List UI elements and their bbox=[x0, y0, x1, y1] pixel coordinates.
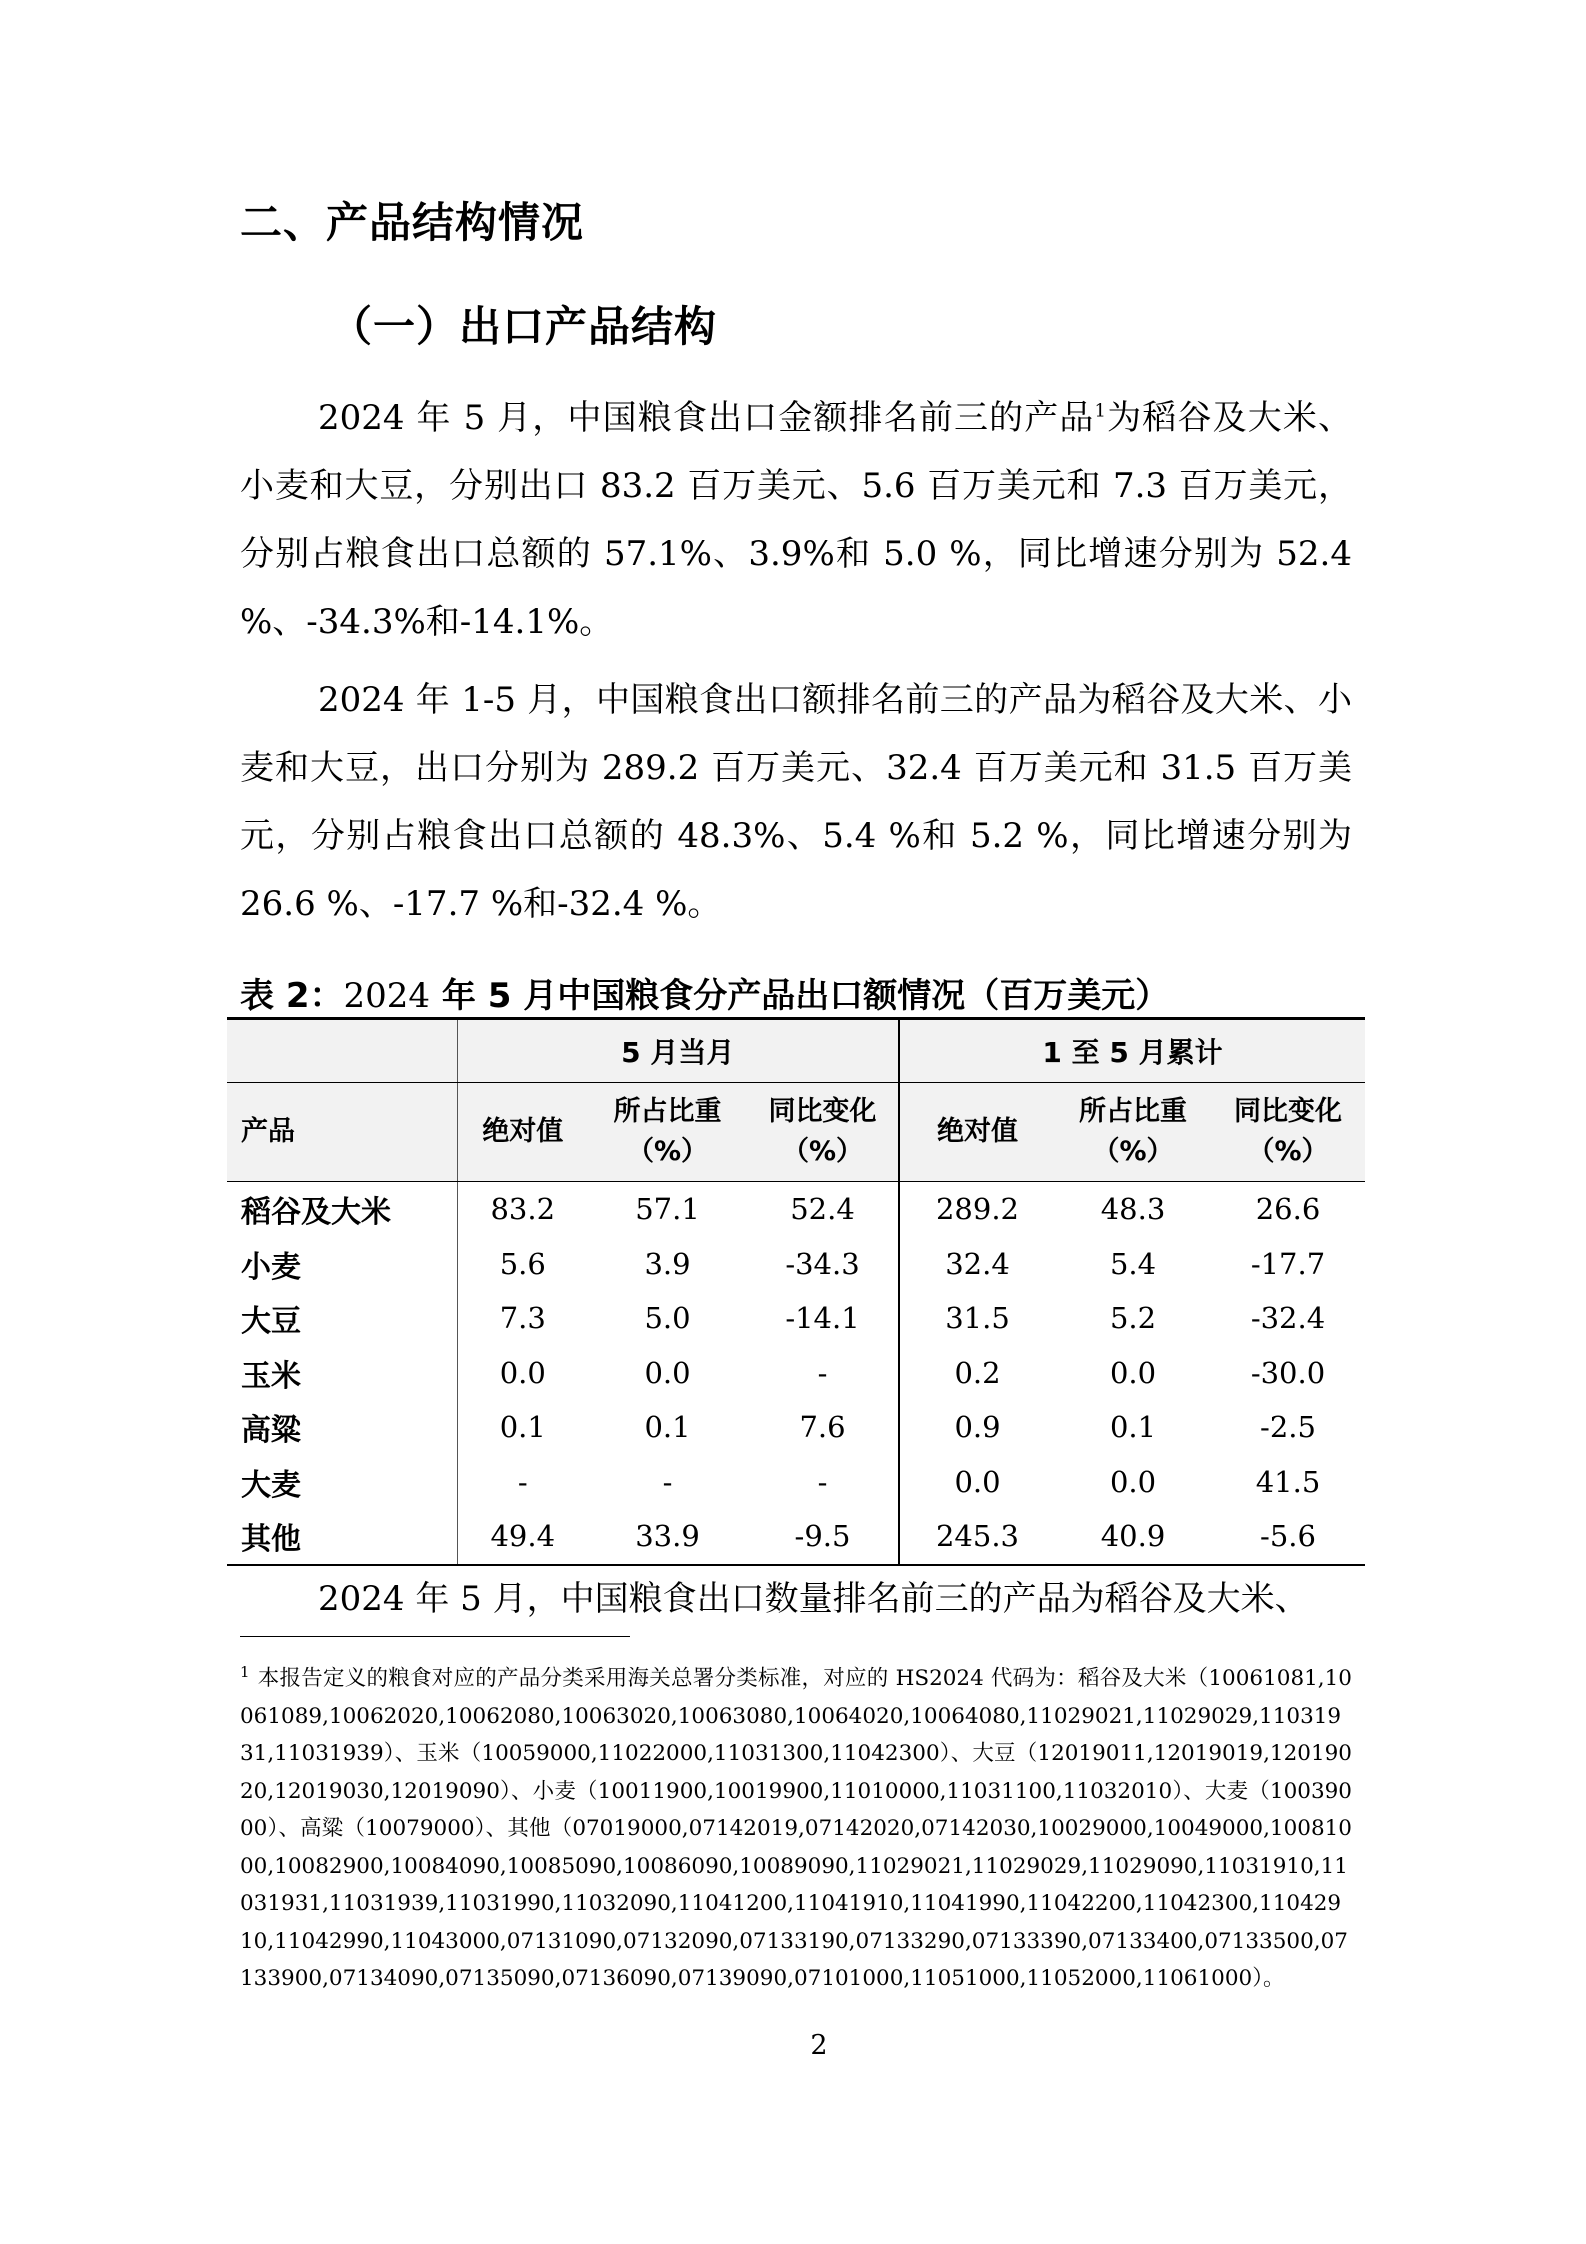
cell-may-abs: 0.0 bbox=[457, 1346, 588, 1401]
table-row bbox=[227, 1182, 1365, 1237]
cell-may-yoy: 52.4 bbox=[790, 1192, 855, 1227]
table-row bbox=[227, 1400, 1365, 1455]
subsection-title: （一）出口产品结构 bbox=[330, 302, 718, 351]
cell-cum-share: 0.1 bbox=[1109, 1410, 1157, 1445]
footnote-mark: 1 bbox=[240, 1662, 250, 1681]
cell-may-abs: 49.4 bbox=[457, 1509, 588, 1565]
column-header-may-share bbox=[588, 1083, 747, 1182]
column-header-may-yoy-unit: （%） bbox=[781, 1136, 864, 1167]
table-caption-year: 2024 bbox=[343, 976, 431, 1016]
cell-cum-abs: 245.3 bbox=[899, 1509, 1055, 1565]
column-header-may-yoy bbox=[747, 1083, 899, 1182]
table-row bbox=[227, 1237, 1365, 1292]
cell-may-yoy: -34.3 bbox=[785, 1246, 860, 1281]
table-caption-text: 年 5 月中国粮食分产品出口额情况（百万美元） bbox=[430, 976, 1170, 1016]
cell-may-yoy: 7.6 bbox=[799, 1410, 846, 1445]
row-product-name: 高粱 bbox=[241, 1413, 301, 1449]
column-header-cum-yoy-label: 同比变化 bbox=[1234, 1096, 1342, 1127]
row-product-name: 稻谷及大米 bbox=[241, 1195, 391, 1231]
cell-may-abs: 5.6 bbox=[457, 1237, 588, 1292]
column-header-product: 产品 bbox=[227, 1083, 457, 1182]
cell-may-share: 0.0 bbox=[644, 1355, 691, 1390]
table-row bbox=[227, 1291, 1365, 1346]
row-product-name: 小麦 bbox=[241, 1249, 301, 1285]
cell-cum-yoy: -17.7 bbox=[1250, 1246, 1326, 1281]
table-row bbox=[227, 1346, 1365, 1401]
cell-cum-abs: 31.5 bbox=[899, 1291, 1055, 1346]
footnote-reference: 1 bbox=[1094, 400, 1106, 422]
cell-cum-share: 5.4 bbox=[1109, 1246, 1157, 1281]
cell-may-yoy: - bbox=[817, 1355, 828, 1390]
table-caption-prefix: 表 2： bbox=[240, 976, 344, 1016]
cell-may-share: 57.1 bbox=[635, 1192, 700, 1227]
paragraph1-part-b: 为稻谷及大米、小麦和大豆，分别出口 83.2 百万美元、5.6 百万美元和 7.3 百万美元，分别占粮食出口总额的 57.1%、3.9%和 5.0 %，同比增速分别为 52.4 %、-34.3%和-14.1%。 bbox=[240, 398, 1352, 642]
paragraph-export-volume-may: 2024 年 5 月，中国粮食出口数量排名前三的产品为稻谷及大米、 bbox=[318, 1579, 1309, 1619]
row-product-name: 玉米 bbox=[241, 1358, 301, 1394]
paragraph-export-value-jan-may: 2024 年 1-5 月，中国粮食出口额排名前三的产品为稻谷及大米、小麦和大豆，出口分别为 289.2 百万美元、32.4 百万美元和 31.5 百万美元，分别占粮食出口总额的 48.3%、5.4 %和 5.2 %，同比增速分别为 26.6 %、-17.7 %和-32.4 %。 bbox=[240, 680, 1352, 924]
cell-may-yoy: -14.1 bbox=[785, 1301, 860, 1336]
column-header-cum-abs: 绝对值 bbox=[899, 1083, 1055, 1182]
footnote-divider bbox=[240, 1636, 630, 1637]
column-header-cum-yoy bbox=[1211, 1083, 1365, 1182]
cell-cum-yoy: -32.4 bbox=[1250, 1301, 1326, 1336]
column-header-may-abs: 绝对值 bbox=[457, 1083, 588, 1182]
table-caption bbox=[240, 968, 1169, 1017]
column-header-may-share-label: 所占比重 bbox=[613, 1096, 722, 1127]
cell-cum-yoy: -5.6 bbox=[1211, 1509, 1365, 1565]
cell-cum-yoy: -2.5 bbox=[1260, 1410, 1316, 1445]
column-header-may-yoy-label: 同比变化 bbox=[768, 1096, 877, 1127]
paragraph-export-value-may bbox=[240, 384, 1352, 656]
cell-may-yoy: -9.5 bbox=[747, 1509, 899, 1565]
cell-cum-abs: 0.0 bbox=[899, 1455, 1055, 1510]
table-column-header-row bbox=[227, 1083, 1365, 1182]
cell-may-abs: 0.1 bbox=[457, 1400, 588, 1455]
page-number: 2 bbox=[810, 2030, 828, 2061]
column-header-cum-share-label: 所占比重 bbox=[1079, 1096, 1187, 1127]
cell-cum-share: 48.3 bbox=[1100, 1192, 1166, 1227]
cell-may-abs: 7.3 bbox=[457, 1291, 588, 1346]
cell-may-share: - bbox=[662, 1464, 673, 1499]
cell-cum-share: 0.0 bbox=[1109, 1464, 1157, 1499]
cell-may-share: 33.9 bbox=[588, 1509, 747, 1565]
cell-may-share: 0.1 bbox=[644, 1410, 691, 1445]
cell-cum-share: 5.2 bbox=[1109, 1301, 1157, 1336]
paragraph1-part-a: 2024 年 5 月，中国粮食出口金额排名前三的产品 bbox=[318, 398, 1095, 438]
table-row bbox=[227, 1509, 1365, 1565]
column-header-cum-share-unit: （%） bbox=[1092, 1136, 1174, 1167]
cell-cum-abs: 0.2 bbox=[899, 1346, 1055, 1401]
group-header-jan-may: 1 至 5 月累计 bbox=[899, 1019, 1365, 1083]
column-header-cum-share bbox=[1055, 1083, 1211, 1182]
cell-cum-yoy: 26.6 bbox=[1255, 1192, 1321, 1227]
cell-cum-share: 40.9 bbox=[1055, 1509, 1211, 1565]
cell-may-share: 3.9 bbox=[644, 1246, 691, 1281]
cell-may-abs: 83.2 bbox=[457, 1182, 588, 1237]
footnote-text: 本报告定义的粮食对应的产品分类采用海关总署分类标准，对应的 HS2024 代码为：稻谷及大米（10061081,10061089,10062020,10062080,10063020,10063080,10064020,10064080,11029021,11029029,11031931,11031939）、玉米（10059000,11022000,11031300,11042300）、大豆（12019011,12019019,12019020,12019030,12019090）、小麦（10011900,10019900,11010000,11031100,11032010）、大麦（10039000）、高粱（10079000）、其他（07019000,07142019,07142020,07142030,10029000,10049000,10081000,10082900,10084090,10085090,10086090,10089090,11029021,11029029,11029090,11031910,11031931,11031939,11031990,11032090,11041200,11041910,11041990,11042200,11042300,11042910,11042990,11043000,07131090,07132090,07133190,07133290,07133390,07133400,07133500,07133900,07134090,07135090,07136090,07139090,07101000,11051000,11052000,11061000）。 bbox=[240, 1666, 1352, 1991]
table-group-header-row bbox=[227, 1019, 1365, 1083]
table-row bbox=[227, 1455, 1365, 1510]
column-header-may-share-unit: （%） bbox=[626, 1136, 709, 1167]
cell-cum-yoy: 41.5 bbox=[1255, 1464, 1321, 1499]
cell-cum-abs: 0.9 bbox=[899, 1400, 1055, 1455]
cell-cum-yoy: -30.0 bbox=[1250, 1355, 1326, 1390]
row-product-name: 大麦 bbox=[241, 1467, 301, 1503]
cell-cum-abs: 289.2 bbox=[899, 1182, 1055, 1237]
section-title: 二、产品结构情况 bbox=[240, 198, 585, 247]
cell-cum-share: 0.0 bbox=[1109, 1355, 1157, 1390]
row-product-name: 大豆 bbox=[241, 1304, 301, 1340]
cell-cum-abs: 32.4 bbox=[899, 1237, 1055, 1292]
column-header-cum-yoy-unit: （%） bbox=[1247, 1136, 1329, 1167]
row-product-name: 其他 bbox=[227, 1509, 457, 1565]
table-header-blank bbox=[227, 1019, 457, 1083]
cell-may-abs: - bbox=[457, 1455, 588, 1510]
cell-may-share: 5.0 bbox=[644, 1301, 691, 1336]
group-header-may: 5 月当月 bbox=[457, 1019, 899, 1083]
footnote bbox=[240, 1660, 1352, 1998]
export-by-product-table bbox=[227, 1017, 1365, 1566]
cell-may-yoy: - bbox=[817, 1464, 828, 1499]
